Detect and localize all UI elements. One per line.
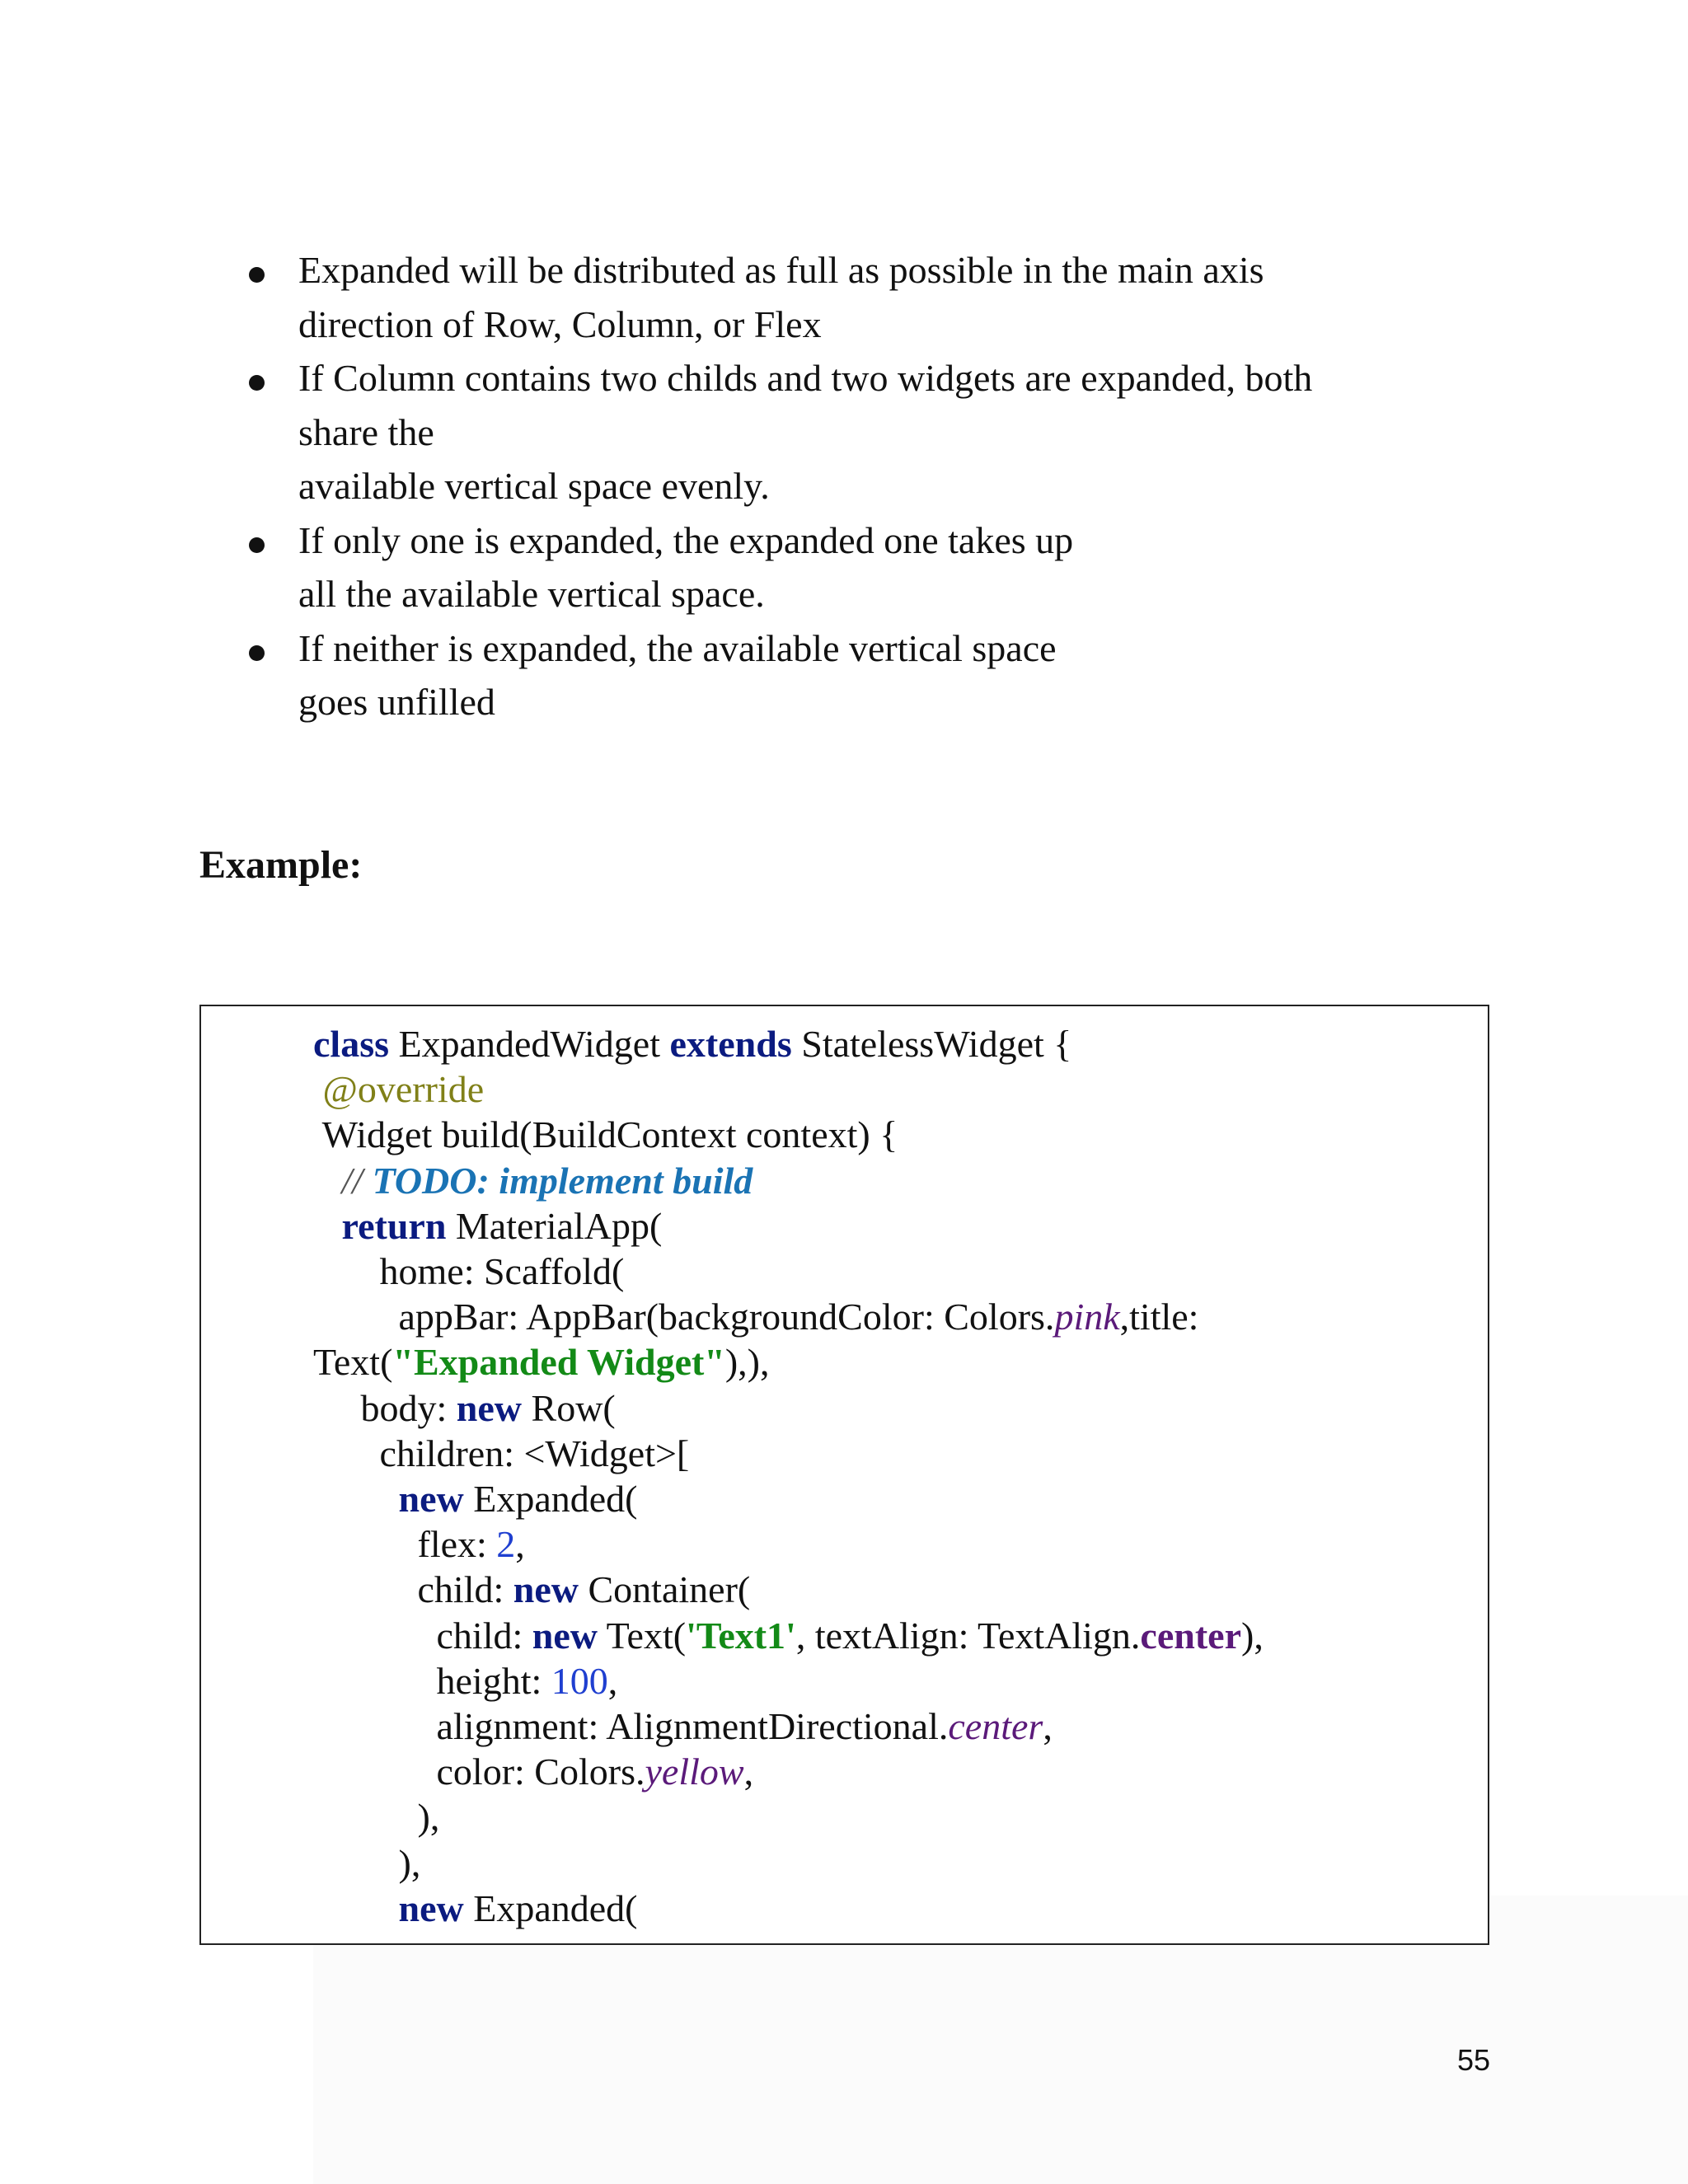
code-token: 'Text1' [686,1614,796,1657]
bullet-item [247,243,1484,351]
code-token: MaterialApp( [446,1204,663,1247]
code-line [313,1249,1264,1294]
code-token: 2 [496,1523,516,1566]
code-token [313,1160,342,1202]
code-line [313,1112,1264,1157]
code-token: , [1043,1705,1053,1748]
code-token: center [1140,1614,1241,1657]
code-token: body: [313,1386,457,1429]
code-line [313,1521,1264,1567]
code-token: return [341,1204,447,1247]
bullet-text-line: Expanded will be distributed as full as possible in the main axis [298,249,1264,291]
code-token: , [515,1523,525,1566]
code-token: Expanded( [463,1478,638,1521]
code-token: TODO: implement build [372,1159,753,1202]
code-token: Expanded( [463,1886,638,1929]
code-token: @override [322,1068,485,1111]
code-token: new [513,1568,579,1611]
code-token: // [341,1159,373,1202]
code-token: ExpandedWidget [389,1023,670,1065]
code-line [313,1431,1264,1476]
code-token: extends [669,1023,792,1065]
code-line [313,1749,1264,1794]
code-token: home: Scaffold( [313,1250,625,1293]
code-line [313,1158,1264,1203]
code-lines [313,1021,1264,1931]
code-token: child: [313,1614,532,1657]
bullet-text-line: direction of Row, Column, or Flex [298,302,822,345]
code-line [313,1385,1264,1431]
code-token: new [532,1614,598,1657]
code-token: 100 [551,1659,608,1702]
bullet-item [247,513,1484,621]
code-token: height: [313,1659,551,1702]
code-line [313,1613,1264,1658]
code-token: center [948,1705,1043,1748]
bullet-text-line: If neither is expanded, the available vertical space [298,626,1057,669]
code-token: new [398,1886,464,1929]
bullet-dot-icon [249,267,265,283]
code-token: Row( [522,1386,616,1429]
code-token [313,1068,323,1110]
code-token: appBar: AppBar(backgroundColor: Colors. [313,1296,1055,1338]
code-token [313,1478,399,1520]
code-token: "Expanded Widget" [392,1341,725,1384]
bullet-list [247,243,1484,729]
bullet-item [247,351,1484,513]
page-number: 55 [1456,2043,1490,2077]
code-line [313,1339,1264,1385]
bullet-text-line: all the available vertical space. [298,573,765,615]
bullet-text-line: share the [298,410,434,453]
code-line [313,1294,1264,1339]
bullet-item [247,621,1484,729]
bullet-text-line: If Column contains two childs and two widgets are expanded, both [298,357,1313,399]
bullet-text-line: available vertical space evenly. [298,465,770,507]
code-token: , [607,1659,618,1702]
code-token: children: <Widget>[ [313,1432,690,1474]
code-token: , [743,1750,754,1793]
bullet-dot-icon [249,375,265,391]
code-token: Text( [598,1614,687,1657]
code-token: ), [313,1796,440,1839]
code-token: alignment: AlignmentDirectional. [313,1705,949,1748]
code-line [313,1840,1264,1886]
code-token: Container( [579,1568,751,1611]
code-token: StatelessWidget { [791,1023,1072,1065]
code-token: , textAlign: TextAlign. [795,1614,1141,1657]
code-token: Widget build(BuildContext context) { [313,1113,898,1156]
bullet-text-line: goes unfilled [298,681,495,723]
code-token: flex: [313,1523,497,1566]
code-token: ),), [724,1341,770,1384]
code-token: ), [313,1841,421,1884]
example-heading: Example: [199,843,363,887]
code-token: ), [1241,1614,1264,1657]
code-line [313,1567,1264,1612]
code-token: color: Colors. [313,1750,645,1793]
code-token: yellow [645,1750,744,1793]
code-token: child: [313,1568,513,1611]
code-token: new [398,1478,464,1521]
code-token [313,1887,399,1929]
code-token: new [456,1386,523,1429]
code-token [313,1205,342,1247]
bullet-dot-icon [249,537,265,553]
code-token: pink [1054,1296,1120,1338]
code-token: class [313,1023,389,1065]
code-line [313,1203,1264,1249]
code-line [313,1794,1264,1840]
code-token: Text( [313,1341,393,1384]
code-line [313,1021,1264,1066]
code-block [199,1005,1489,1945]
code-line [313,1886,1264,1931]
code-token: ,title: [1119,1296,1199,1338]
code-line [313,1066,1264,1112]
bullet-dot-icon [249,645,265,661]
code-line [313,1476,1264,1521]
code-line [313,1704,1264,1749]
code-line [313,1658,1264,1704]
bullet-text-line: If only one is expanded, the expanded one takes up [298,518,1074,561]
